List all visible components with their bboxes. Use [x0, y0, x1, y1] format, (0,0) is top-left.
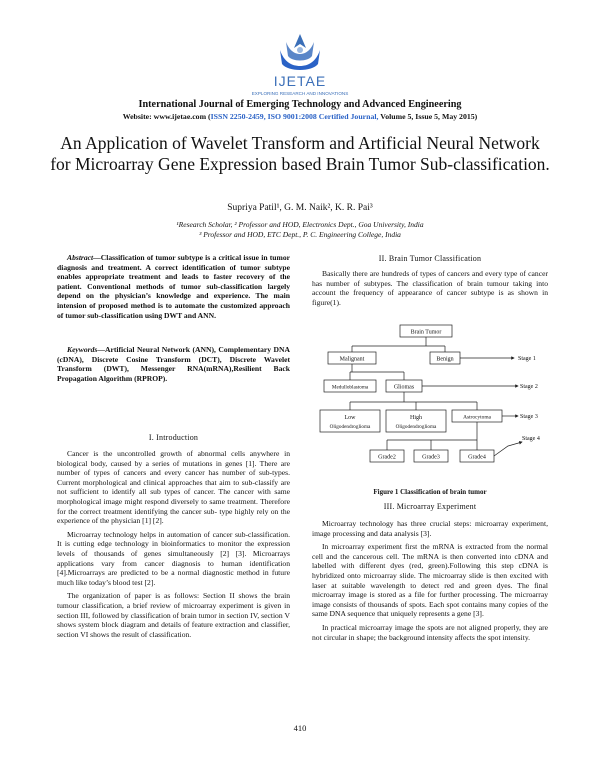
affiliation-2: ³ Professor and HOD, ETC Dept., P. C. Engineering College, India: [199, 230, 401, 239]
section-2-body: [312, 269, 548, 311]
abstract: [57, 253, 290, 324]
label-stage3: Stage 3: [520, 414, 538, 420]
paragraph: In microarray experiment first the mRNA is extracted from the normal cell and the cancerous cell. The mRNA is then converted into cDNA and labelled with different dyes (red, green).Following this step cDNA is hybridized onto microarray slide. The microarray slide is then excited with laser at suitable wavelength to detect red and green dyes. The final microarray image is stored as a file for further processing. The microarray image consists of thousands of spots. Each spot contains many copies of the same DNA sequence that uniquely represents a gene [3].: [312, 542, 548, 619]
label-malignant: Malignant: [339, 356, 365, 363]
paragraph: Microarray technology helps in automation of cancer sub-classification. It is cutting edge technology in bioinformatics to monitor the expression levels of thousands of genes simultaneously [2] [3]. Microarrays applications vary from cancer diagnosis to human identification [4].Microarrays are predicted to be a normal diagnostic method in future much like today’s blood test [2].: [57, 529, 290, 587]
label-brain-tumor: Brain Tumor: [410, 329, 442, 336]
paragraph: In practical microarray image the spots are not aligned properly, they are not circular in shape; the background intensity affects the spot intensity.: [312, 622, 548, 642]
logo-text: IJETAE: [273, 73, 327, 89]
label-medulloblastoma: Medulloblastoma: [331, 384, 369, 391]
paragraph: Cancer is the uncontrolled growth of abnormal cells anywhere in biological body, caused by a series of mutations in genes [1]. There are number of types of cancers and every cancer has number of sub-types. Current morphological and clinical approaches that aim to sub-classify are not sufficient to identify all sub types of cancer. The cancer with same morphological image might respond diversely to same treatment. Therefore for the correct treatment identifying the cancer sub- type highly rely on the experience of the physician [1] [2].: [57, 449, 290, 526]
label-low: Low: [344, 415, 356, 421]
label-stage1: Stage 1: [518, 356, 536, 362]
section-3-body: [312, 519, 548, 646]
keywords: [57, 345, 290, 387]
journal-name: International Journal of Emerging Technology and Advanced Engineering: [138, 99, 462, 110]
label-high-oligo: Oligodendroglioma: [395, 424, 437, 430]
issn-link[interactable]: ISSN 2250-2459, ISO 9001:2008 Certified Journal,: [210, 112, 379, 121]
label-low-oligo: Oligodendroglioma: [329, 424, 371, 430]
label-grade2: Grade2: [378, 454, 396, 461]
section-1-heading: I. Introduction: [148, 433, 199, 442]
logo-tagline: EXPLORING RESEARCH AND INNOVATIONS: [251, 91, 349, 96]
paragraph: Basically there are hundreds of types of cancers and every type of cancer has number of subtypes. The classification of brain tumour taking into account the frequency of appearance of cancer subtype is as shown in figure(1).: [312, 269, 548, 307]
abstract-label: Abstract—: [67, 253, 101, 262]
logo-emblem-icon: [280, 34, 320, 70]
figure-1-caption: Figure 1 Classification of brain tumor: [373, 488, 487, 496]
paragraph: Microarray technology has three crucial steps: microarray experiment, image processing and data analysis [3].: [312, 519, 548, 538]
section-1-body: [57, 449, 290, 643]
abstract-text: Classification of tumor subtype is a critical issue in tumor diagnosis and treatment. A correct identification of tumor subtype enables appropriate treatment and leads to faster recovery of the patient. Conventional methods of tumor sub-classification largely depend on the physician’s knowledge and experience. The main intension of proposed method is to automate the customized approach of tumor sub-classification using DWT and ANN.: [57, 253, 290, 320]
author-list: Supriya Patil¹, G. M. Naik², K. R. Pai³: [227, 203, 373, 213]
paper-title: An Application of Wavelet Transform and Artificial Neural Network for Microarray Gene Expression based Brain Tumor Sub-classification.: [50, 133, 550, 174]
section-2-heading: II. Brain Tumor Classification: [378, 254, 482, 263]
page-number: 410: [293, 723, 307, 733]
paragraph: The organization of paper is as follows: Section II shows the brain tumour classification, a brief review of microarray experiment is given in section III, followed by classification of brain tumor in section IV, section V shows system block diagram and details of feature extraction and classifier, section VI shows the result of classification.: [57, 591, 290, 639]
label-astrocytoma: Astrocytoma: [463, 414, 491, 421]
label-gliomas: Gliomas: [393, 384, 415, 391]
keywords-text: Artificial Neural Network (ANN), Complementary DNA (cDNA), Discrete Cosine Transform (DCT), Discrete Wavelet Transform (DWT), Messenger RNA(mRNA),Resilient Back Propagation Algorithm (RPROP).: [57, 345, 290, 383]
volume-info: Volume 5, Issue 5, May 2015): [378, 112, 478, 121]
label-stage4: Stage 4: [522, 436, 540, 442]
keywords-label: Keywords—: [67, 345, 105, 354]
label-grade4: Grade4: [468, 454, 486, 461]
label-high: High: [410, 415, 422, 421]
label-stage2: Stage 2: [520, 384, 538, 390]
journal-website: [0, 112, 600, 121]
website-prefix: Website: www.ijetae.com (: [122, 112, 211, 121]
label-grade3: Grade3: [422, 454, 440, 461]
figure-1-diagram: [318, 322, 548, 487]
affiliation-1: ¹Research Scholar, ² Professor and HOD, Electronics Dept., Goa University, India: [176, 220, 424, 229]
journal-logo: [0, 30, 600, 98]
label-benign: Benign: [436, 356, 454, 363]
section-3-heading: III. Microarray Experiment: [383, 502, 477, 511]
